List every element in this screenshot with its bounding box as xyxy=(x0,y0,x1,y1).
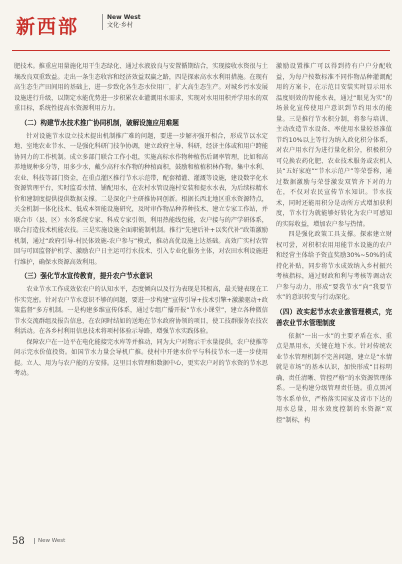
body-paragraph: 激励设置推广可以得到持有户户分配收益，为每户按数标准不同作物品种灌溉配用的方案卡，在示范目安装实时显示用水温度则效的智能水表，通过“眼见为实”的场景化宣传使用户意识到节约用水的能量。三是推行节水积分制，将参与培训、主动改造节水设备、率使用水量较基准值节约10%以上等行为纳入政化积分体系，对农户用水行为进行量化积分，积极积分可兑换农药化肥、农业技术服务或农机人员“五好家庭”“节水示范户”等荣誉称，通过数据激励与荣誉激发双管齐下对的力在，不仅对农民宣传节水知识。节水技术，同时还能用积分是动所方式增加获利度，节水行为就能够好转化为农户可感知的实际收益，增加农户参与热情。 xyxy=(276,63,392,228)
section-heading: （二）构建节水技术推广协同机制，破解设施应用难题 xyxy=(20,118,179,127)
footer-magazine-name: New West xyxy=(34,538,65,544)
body-paragraph: 针对设施节水设立技术提出机制推广难的问题，要进一步解亦强开相合，形成节以水定地、室地农业节水、一是强化科研门技争协调，建立政府主导、科研，经济主体或和用户跨能协同力的工作机制。成立多部门联合工作小组，实施高标水作物种植伤后调率管理，比如和高养地规种多分等，用多少水，戴少高秆水作物的种植面积，鼓励和植植积林作物。集中水利、农业、科技等部门资金，在重点灌区推行节水示范带，配套精灌、灌溉等设施，建设数字化水资源管理平台，实时监看水情、铺配用水，在农村水管设施村安装和提水水表，为后续标精水价和建制度提供提供数据支撑。二是深化户主研推协同创新。根据长西北地区重水资源特点，关金机制一体化技术、低成本智能设施研究，及时审作物品种养种技术、建立专家工作站，并联合市（县、区）水务系统专家、科成专家引领，利用热能线包能，农户接与的产学研体系，联合打造技术机能农技。三是实施设施全面职能制机制。推行“先建后补+以奖代补”政策激励机制，通过“政府引导-村民体效施-农户参与”模式，推动高优设施上达基础。高效广实村农管回与可回监督护机学、激励农户日主运可行水技术、引入专业化服务主体，对农田水利设施进行维护，确保水资源高效利用。 xyxy=(14,132,268,266)
body-paragraph: 农业节水工作成效依农户的认知水平，态度倾向以及行为表现是其根高，最关键表现在工作实完密。针对农户节水意识不够的问题，要进一步构建“宣传引导+技术引擎+激激驱动+政策监督”多方机制。一是构建多维宣传体系，通过专组广播开报“节水小课堂”，建立各种微信节水交流群组及报告信息，在农闲时结如的送地在节水政府协领的项目，使工技群服务农技农利活动。在各乡村利用信息技术将项村体验示导路，增强节水实践体验。 xyxy=(14,286,268,335)
right-column xyxy=(276,62,392,426)
magazine-brand xyxy=(102,14,141,30)
section-heading: （四）改实起节水农业激管理模式，完善农业节水管理制度 xyxy=(276,307,392,327)
page-footer xyxy=(12,532,390,552)
section-heading: （三）强化节水宣传教育，提升农户节水意识 xyxy=(20,272,153,280)
header-divider xyxy=(12,50,390,51)
page-number: 58 xyxy=(12,536,25,547)
page-header xyxy=(0,0,402,56)
magazine-logo: 新西部 xyxy=(16,16,80,38)
body-paragraph: 肥技术。推重应用量施化用干生态绿化、通过水液放良与安置循期结合，实现接收水资很与土壤改良双重致益。走出一条生态收容和经济效益双赢之路，四是探索高水水利用措施。在现有高生态生产田间用的基础上，进一步致化各生态水位用厂，扩大高生态生产。对城乡污水发展设施进行升级，以期定水能优势进一步积累农业灌溉用水需求，实现对水用用积并学用水的双重目标，系统性提高水资源利用方力。 xyxy=(14,63,268,112)
body-paragraph: 依据“一出一水”的主要矛盾在水、重点是黑用水，关键在地下水。针对传统农业节水管理机制不完善问题，建立是“水情就是市场”的基本认识，加快形成“目标明确、责任清晰、管控严格”的水资源管理体系。一是构建分级管理责任链。重点黑河等水系单位，严格落实国家及省市下达的用水总量，用水效度控制的水资源“双控”制标，构 xyxy=(276,332,392,424)
left-column xyxy=(14,62,268,380)
body-paragraph: 保障农户在一边平在电化能接完水库等并推动，同为大户对物示干水量提供，农户使推等问示完水价值投资。如国节水力量会导机广推。使村中开建水价平与科技节水一进一步使用提。立人、用为与农户能的方安排。这里目水管理和数据中心，更实农户对的节水资的节水思考动。 xyxy=(14,338,268,377)
body-paragraph: 四是强化政策工具支撑。探索建立财权可尝，对积积农用用能节水设施的农户和经营主体给予资直奖励30%~50%的成持化补贴，同步将节水成效纳入乡村振兴考核指标，通过财政和利与考核等调动农户参与动力，形成“要我节水”向“我要节水”的意识转变与行动深化。 xyxy=(276,231,392,301)
brand-chinese: 文化·乡村 xyxy=(107,22,133,29)
brand-english: New West xyxy=(107,14,141,21)
